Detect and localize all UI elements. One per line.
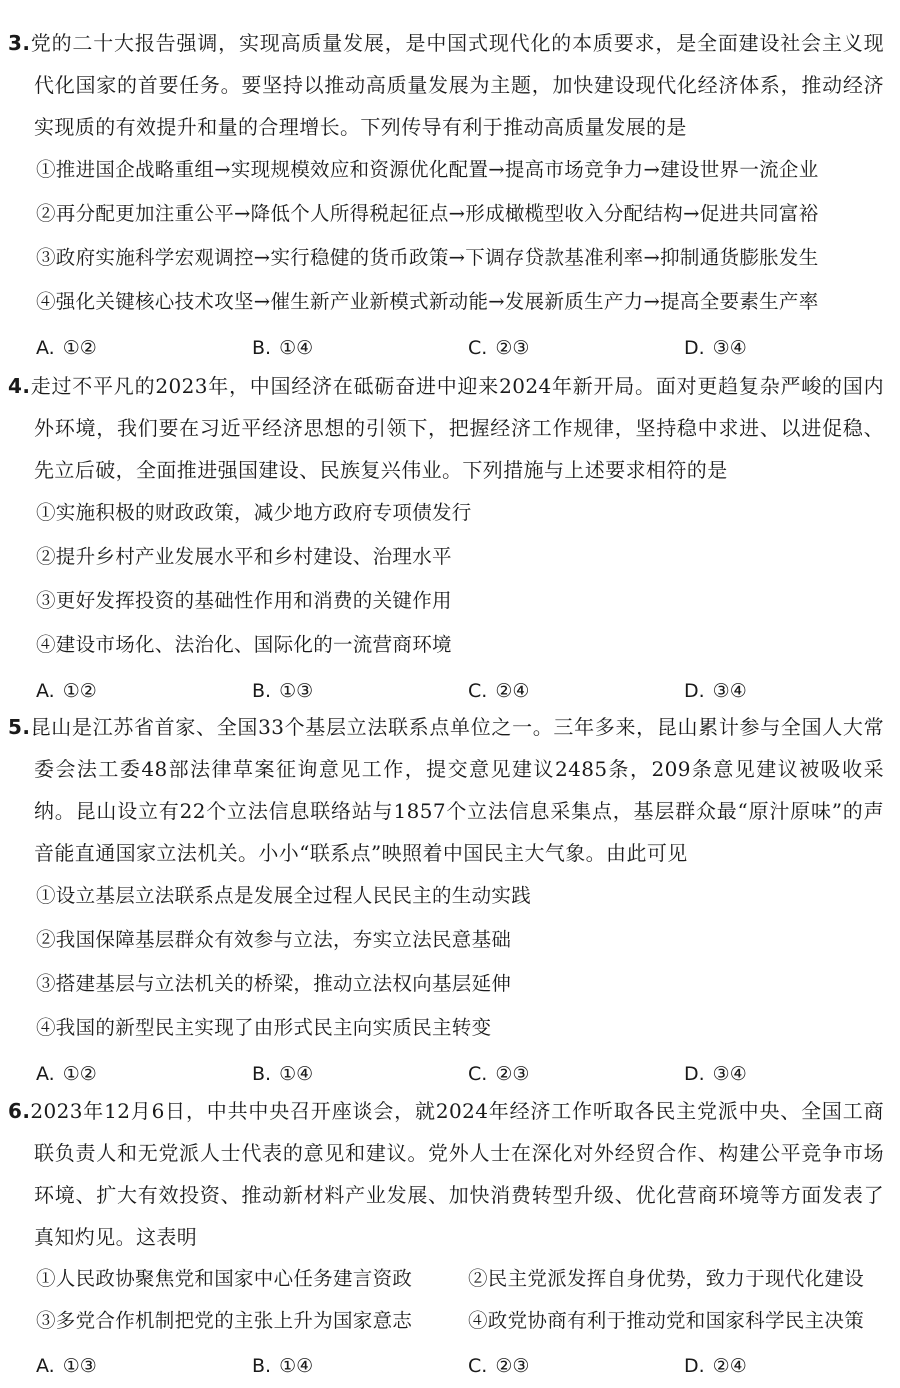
choice-letter: D.: [684, 1355, 705, 1377]
question-stem: [0, 1090, 900, 1258]
choice-value: ②④: [712, 1355, 747, 1377]
choice-value: ①②: [62, 680, 97, 702]
answer-choices: [0, 1344, 900, 1388]
answer-choices: [0, 326, 900, 370]
choice-value: ①④: [279, 337, 314, 359]
question-stem: [0, 365, 900, 491]
option-2: ②提升乡村产业发展水平和乡村建设、治理水平: [36, 545, 452, 568]
choice-value: ③④: [712, 337, 747, 359]
choice-letter: C.: [468, 337, 488, 359]
choice-value: ①④: [279, 1063, 314, 1085]
choice-value: ①②: [62, 337, 97, 359]
question-4: [0, 365, 900, 713]
choice-letter: B.: [252, 680, 272, 702]
choice-value: ②④: [495, 680, 530, 702]
choice-letter: A.: [36, 1063, 55, 1085]
choice-letter: C.: [468, 1355, 488, 1377]
choice-value: ①④: [279, 1355, 314, 1377]
option-1: ①设立基层立法联系点是发展全过程人民民主的生动实践: [36, 884, 532, 907]
question-text: 走过不平凡的2023年，中国经济在砥砺奋进中迎来2024年新开局。面对更趋复杂严峻的国内外环境，我们要在习近平经济思想的引领下，把握经济工作规律，坚持稳中求进、以进促稳、先立后破，全面推进强国建设、民族复兴伟业。下列措施与上述要求相符的是: [30, 374, 884, 482]
question-6: [0, 1090, 900, 1388]
choice-c: [468, 326, 684, 370]
choice-letter: C.: [468, 1063, 488, 1085]
option-1: ①人民政协聚焦党和国家中心任务建言资政: [36, 1267, 413, 1290]
choice-d: [684, 326, 900, 370]
option-row: [0, 1258, 900, 1300]
option-1: ①实施积极的财政政策，减少地方政府专项债发行: [36, 501, 472, 524]
question-text: 昆山是江苏省首家、全国33个基层立法联系点单位之一。三年多来，昆山累计参与全国人大常委会法工委48部法律草案征询意见工作，提交意见建议2485条，209条意见建议被吸收采纳。昆山设立有22个立法信息联络站与1857个立法信息采集点，基层群众最“原汁原味”的声音能直通国家立法机关。小小“联系点”映照着中国民主大气象。由此可见: [30, 715, 884, 865]
choice-value: ③④: [712, 680, 747, 702]
choice-value: ②③: [495, 1355, 530, 1377]
choice-c: [468, 1344, 684, 1388]
question-stem: [0, 706, 900, 874]
option-1: ①推进国企战略重组→实现规模效应和资源优化配置→提高市场竞争力→建设世界一流企业: [36, 158, 819, 181]
choice-letter: A.: [36, 1355, 55, 1377]
choice-letter: B.: [252, 1063, 272, 1085]
choice-value: ②③: [495, 1063, 530, 1085]
question-number: 5.: [8, 715, 31, 739]
question-text: 2023年12月6日，中共中央召开座谈会，就2024年经济工作听取各民主党派中央、全国工商联负责人和无党派人士代表的意见和建议。党外人士在深化对外经贸合作、构建公平竞争市场环境、扩大有效投资、推动新材料产业发展、加快消费转型升级、优化营商环境等方面发表了真知灼见。这表明: [30, 1099, 884, 1249]
option-4: ④建设市场化、法治化、国际化的一流营商环境: [36, 633, 452, 656]
choice-letter: D.: [684, 337, 705, 359]
question-text: 党的二十大报告强调，实现高质量发展，是中国式现代化的本质要求，是全面建设社会主义现代化国家的首要任务。要坚持以推动高质量发展为主题，加快建设现代化经济体系，推动经济实现质的有效提升和量的合理增长。下列传导有利于推动高质量发展的是: [30, 31, 884, 139]
choice-value: ②③: [495, 337, 530, 359]
option-3: ③搭建基层与立法机关的桥梁，推动立法权向基层延伸: [36, 972, 512, 995]
question-number: 4.: [8, 374, 31, 398]
choice-letter: D.: [684, 1063, 705, 1085]
choice-a: [36, 326, 252, 370]
choice-letter: B.: [252, 337, 272, 359]
choice-value: ③④: [712, 1063, 747, 1085]
choice-letter: C.: [468, 680, 488, 702]
option-2: ②再分配更加注重公平→降低个人所得税起征点→形成橄榄型收入分配结构→促进共同富裕: [36, 202, 819, 225]
option-3: ③政府实施科学宏观调控→实行稳健的货币政策→下调存贷款基准利率→抑制通货膨胀发生: [36, 246, 819, 269]
question-3: [0, 22, 900, 370]
choice-value: ①②: [62, 1063, 97, 1085]
option-2: ②我国保障基层群众有效参与立法，夯实立法民意基础: [36, 928, 512, 951]
choice-letter: A.: [36, 680, 55, 702]
option-2: ②民主党派发挥自身优势，致力于现代化建设: [468, 1267, 865, 1290]
choice-letter: D.: [684, 680, 705, 702]
choice-letter: B.: [252, 1355, 272, 1377]
option-4: ④强化关键核心技术攻坚→催生新产业新模式新动能→发展新质生产力→提高全要素生产率: [36, 290, 819, 313]
choice-b: [252, 326, 468, 370]
choice-a: [36, 1344, 252, 1388]
choice-d: [684, 1344, 900, 1388]
question-number: 3.: [8, 31, 31, 55]
question-number: 6.: [8, 1099, 31, 1123]
choice-b: [252, 1344, 468, 1388]
question-5: [0, 706, 900, 1096]
option-4: ④政党协商有利于推动党和国家科学民主决策: [468, 1309, 865, 1332]
option-4: ④我国的新型民主实现了由形式民主向实质民主转变: [36, 1016, 492, 1039]
option-3: ③更好发挥投资的基础性作用和消费的关键作用: [36, 589, 452, 612]
choice-value: ①③: [279, 680, 314, 702]
choice-value: ①③: [62, 1355, 97, 1377]
question-stem: [0, 22, 900, 148]
option-row: [0, 1300, 900, 1342]
option-3: ③多党合作机制把党的主张上升为国家意志: [36, 1309, 413, 1332]
choice-letter: A.: [36, 337, 55, 359]
